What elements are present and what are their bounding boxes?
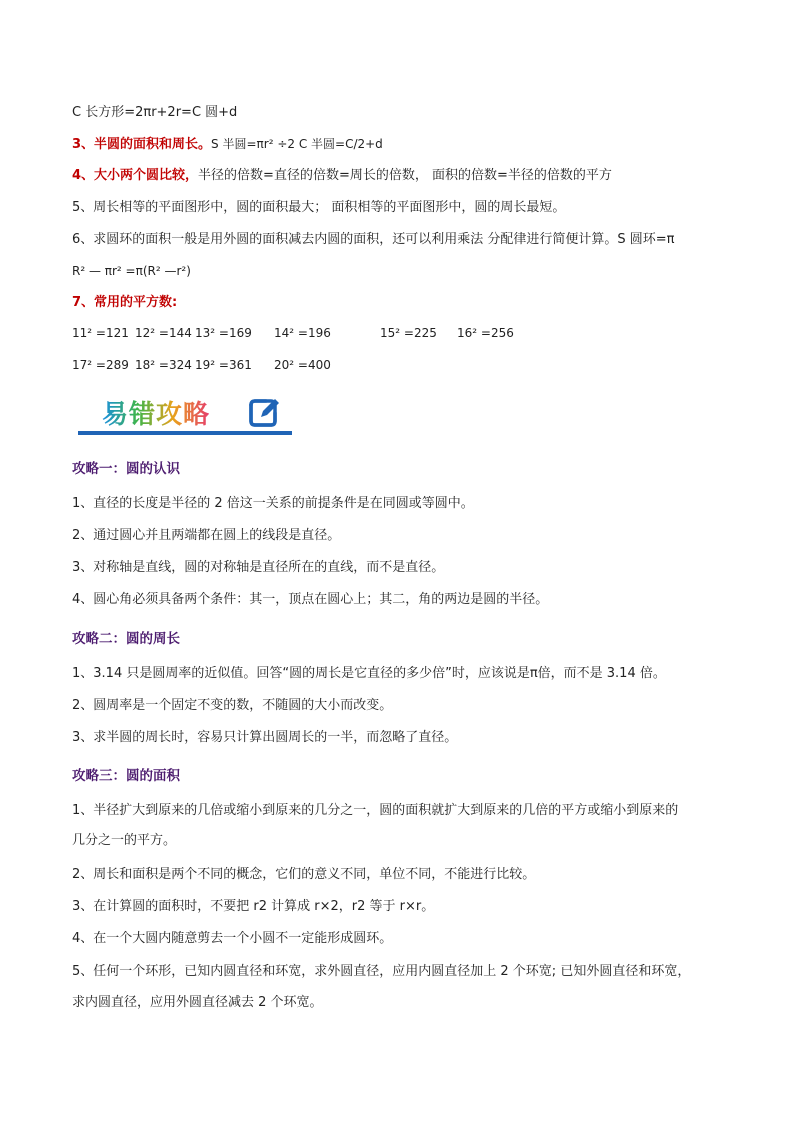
list-item: 4、圆心角必须具备两个条件：其一，顶点在圆心上；其二，角的两边是圆的半径。 (72, 592, 549, 607)
section-heading-3: 攻略三：圆的面积 (72, 768, 180, 784)
square-value: 14² =196 (274, 326, 331, 340)
list-item: 1、半径扩大到原来的几倍或缩小到原来的几分之一，圆的面积就扩大到原来的几倍的平方或缩小到原来的 (72, 803, 679, 818)
list-item: 3、在计算圆的面积时，不要把 r2 计算成 r×2，r2 等于 r×r。 (72, 899, 435, 914)
formula-item-3 (72, 135, 383, 154)
edit-pencil-icon (248, 395, 282, 429)
formula-item-7-label: 7、常用的平方数: (72, 295, 178, 310)
formula-item-4 (72, 167, 612, 185)
list-item: 3、对称轴是直线，圆的对称轴是直径所在的直线，而不是直径。 (72, 560, 445, 575)
square-value: 17² =289 (72, 358, 129, 372)
list-item: 2、周长和面积是两个不同的概念，它们的意义不同，单位不同，不能进行比较。 (72, 867, 536, 882)
item-3-label: 3、半圆的面积和周长。 (72, 137, 212, 152)
item-4-label: 4、大小两个圆比较， (72, 168, 199, 183)
section-banner (78, 393, 294, 437)
list-item: 求内圆直径，应用外圆直径减去 2 个环宽。 (72, 995, 323, 1010)
list-item: 2、圆周率是一个固定不变的数，不随圆的大小而改变。 (72, 698, 393, 713)
square-value: 16² =256 (457, 326, 514, 340)
square-value: 15² =225 (380, 326, 437, 340)
list-item: 4、在一个大圆内随意剪去一个小圆不一定能形成圆环。 (72, 931, 393, 946)
list-item: 1、3.14 只是圆周率的近似值。回答“圆的周长是它直径的多少倍”时，应该说是π倍，而不是 3.14 倍。 (72, 666, 666, 681)
square-value: 20² =400 (274, 358, 331, 372)
square-value: 11² =121 (72, 326, 129, 340)
formula-line-1: C 长方形=2πr+2r=C 圆+d (72, 105, 238, 120)
formula-item-5: 5、周长相等的平面图形中，圆的面积最大； 面积相等的平面图形中，圆的周长最短。 (72, 200, 566, 215)
list-item: 1、直径的长度是半径的 2 倍这一关系的前提条件是在同圆或等圆中。 (72, 496, 474, 511)
item-3-text: S 半圆=πr² ÷2 C 半圆=C/2+d (211, 137, 383, 151)
square-value: 19² =361 (195, 358, 252, 372)
square-value: 13² =169 (195, 326, 252, 340)
list-item: 几分之一的平方。 (72, 833, 177, 848)
list-item: 3、求半圆的周长时，容易只计算出圆周长的一半，而忽略了直径。 (72, 730, 458, 745)
list-item: 5、任何一个环形，已知内圆直径和环宽，求外圆直径，应用内圆直径加上 2 个环宽; 已知外圆直径和环宽， (72, 964, 691, 979)
banner-title: 易错攻略 (102, 394, 210, 431)
square-value: 12² =144 (135, 326, 192, 340)
section-heading-1: 攻略一：圆的认识 (72, 461, 180, 477)
banner-underline (78, 431, 292, 435)
formula-item-6a: 6、求圆环的面积一般是用外圆的面积减去内圆的面积，还可以利用乘法 分配律进行简便计算。S 圆环=π (72, 232, 675, 247)
formula-item-6b: R² — πr² =π(R² —r²) (72, 264, 191, 278)
list-item: 2、通过圆心并且两端都在圆上的线段是直径。 (72, 528, 341, 543)
section-heading-2: 攻略二：圆的周长 (72, 631, 180, 647)
item-4-text: 半径的倍数=直径的倍数=周长的倍数， 面积的倍数=半径的倍数的平方 (198, 168, 612, 183)
square-value: 18² =324 (135, 358, 192, 372)
